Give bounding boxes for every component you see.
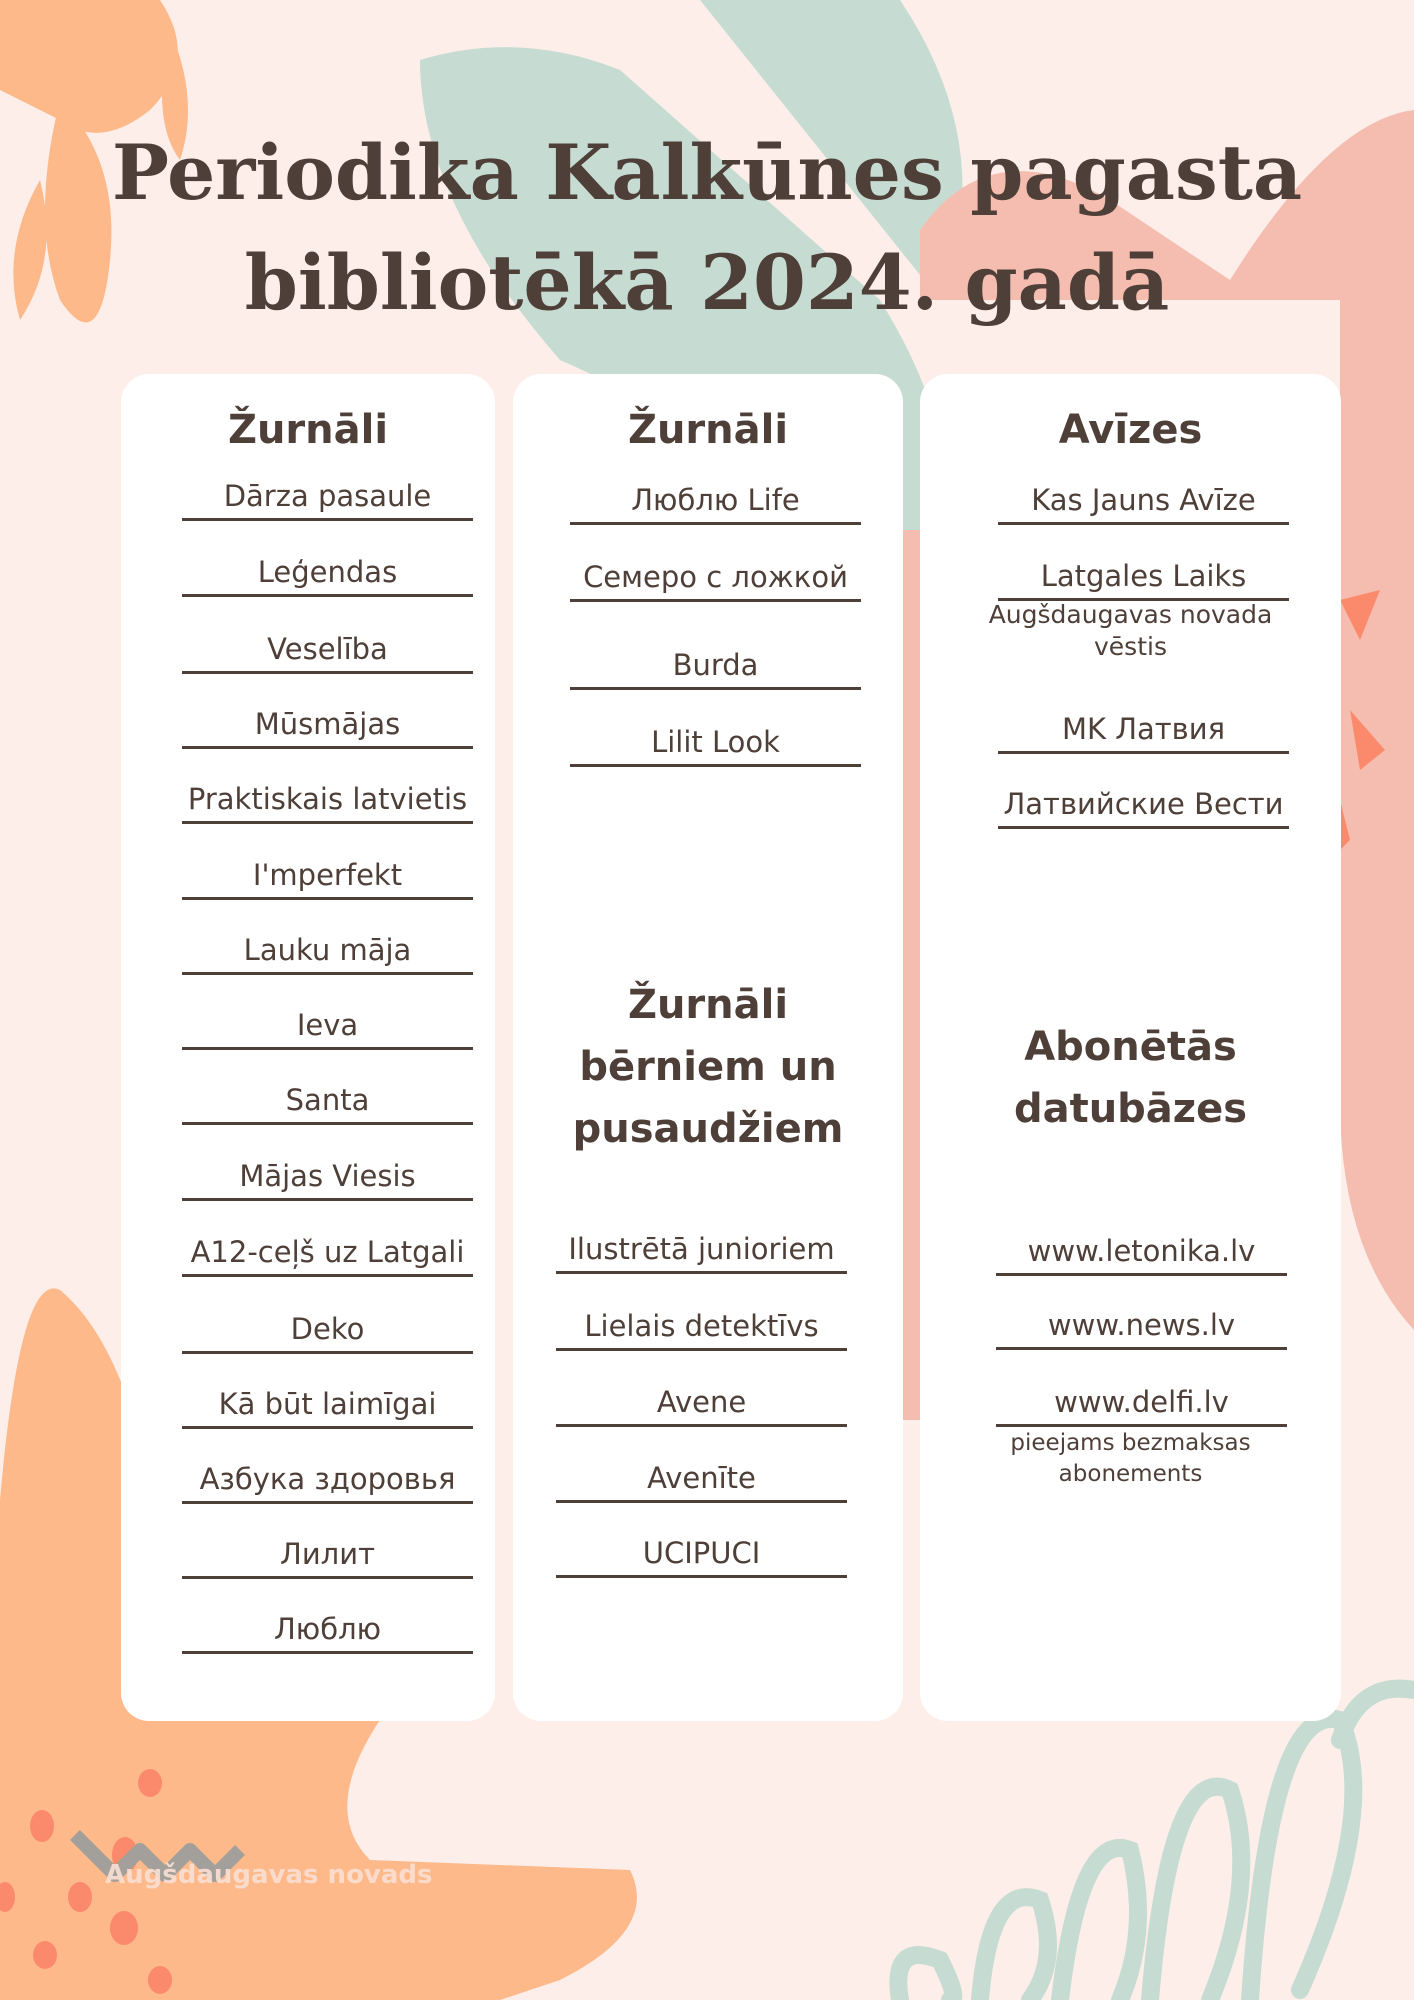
periodical-item[interactable]: www.letonika.lv: [996, 1229, 1287, 1276]
delfi-note: [920, 1428, 1341, 1490]
municipality-logo-text: Augšdaugavas novads: [105, 1860, 433, 1890]
periodical-item: I'mperfekt: [182, 853, 473, 900]
periodical-item: MK Латвия: [998, 707, 1289, 754]
periodical-item: Ieva: [182, 1003, 473, 1050]
periodical-item: Avene: [556, 1380, 847, 1427]
periodical-item[interactable]: www.news.lv: [996, 1303, 1287, 1350]
note-line: abonements: [1058, 1461, 1203, 1487]
periodical-item: Ilustrētā junioriem: [556, 1227, 847, 1274]
periodical-item: Kā būt laimīgai: [182, 1382, 473, 1429]
periodical-item: Латвийские Вести: [998, 782, 1289, 829]
db-heading-line: datubāzes: [1013, 1086, 1248, 1132]
periodical-item: Kas Jauns Avīze: [998, 478, 1289, 525]
note-line: pieejams bezmaksas: [1010, 1430, 1251, 1456]
magazines-heading: Žurnāli: [227, 407, 389, 453]
kids-heading-line: Žurnāli: [627, 982, 789, 1028]
note-line: Augšdaugavas novada: [988, 600, 1273, 629]
periodical-item: Lilit Look: [570, 720, 861, 767]
databases-heading: [920, 1016, 1341, 1140]
periodical-item[interactable]: www.delfi.lv: [996, 1380, 1287, 1427]
periodical-item: Deko: [182, 1307, 473, 1354]
periodical-item: Lielais detektīvs: [556, 1304, 847, 1351]
page-title-line2: bibliotēkā 2024. gadā: [244, 238, 1170, 327]
magazines-2-heading: Žurnāli: [627, 407, 789, 453]
db-heading-line: Abonētās: [1024, 1024, 1237, 1070]
periodical-item: Lauku māja: [182, 928, 473, 975]
note-line: vēstis: [1094, 632, 1167, 661]
periodical-item: Лилит: [182, 1532, 473, 1579]
newspapers-heading: Avīzes: [1058, 407, 1203, 453]
periodical-item: A12-ceļš uz Latgali: [182, 1230, 473, 1277]
periodical-item: Mūsmājas: [182, 702, 473, 749]
kids-heading-line: pusaudžiem: [572, 1106, 844, 1152]
periodical-item: Люблю: [182, 1607, 473, 1654]
periodical-item: Burda: [570, 643, 861, 690]
periodical-item: Mājas Viesis: [182, 1154, 473, 1201]
latgales-laiks-note: [920, 599, 1341, 663]
periodical-item: Семеро с ложкой: [570, 555, 861, 602]
periodical-item: Люблю Life: [570, 478, 861, 525]
kids-magazines-heading: [513, 974, 903, 1160]
periodical-item: Avenīte: [556, 1456, 847, 1503]
periodical-item: UCIPUCI: [556, 1531, 847, 1578]
periodical-item: Praktiskais latvietis: [182, 777, 473, 824]
periodical-item: Veselība: [182, 627, 473, 674]
periodical-item: Dārza pasaule: [182, 474, 473, 521]
periodical-item: Азбука здоровья: [182, 1457, 473, 1504]
periodical-item: Santa: [182, 1078, 473, 1125]
page-title-line1: Periodika Kalkūnes pagasta: [111, 128, 1303, 217]
periodical-item: Leģendas: [182, 550, 473, 597]
periodical-item: Latgales Laiks: [998, 554, 1289, 601]
kids-heading-line: bērniem un: [579, 1044, 837, 1090]
